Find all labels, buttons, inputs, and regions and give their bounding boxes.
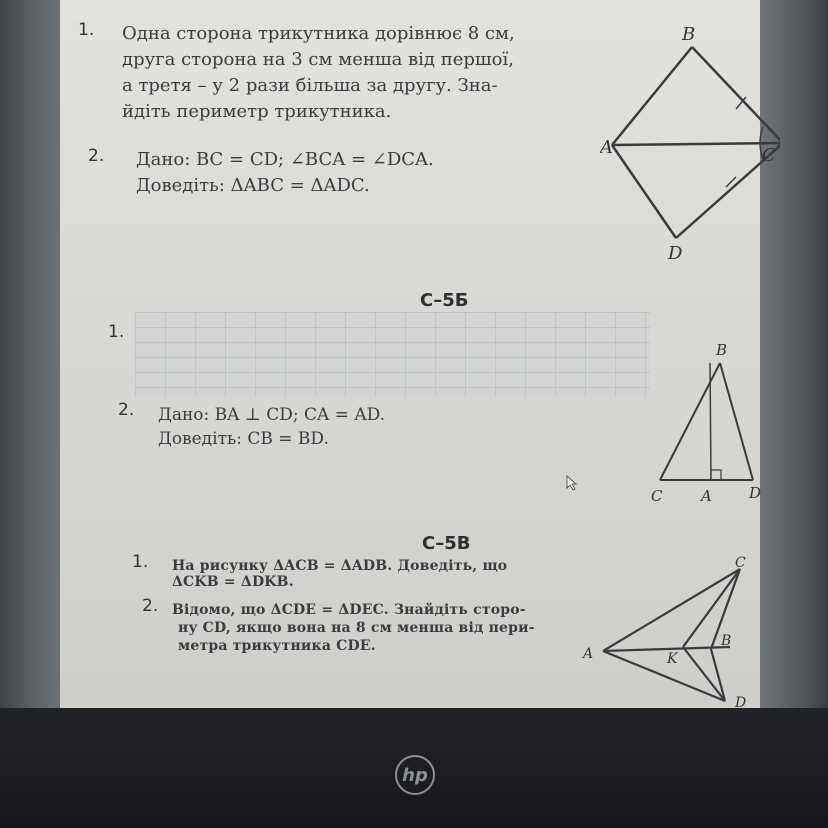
task1-number: 1. (78, 20, 95, 40)
kite-diagonal-ac (612, 143, 780, 145)
task2-given: Дано: BC = CD; ∠BCA = ∠DCA. (136, 149, 434, 170)
label-d2: D (749, 484, 762, 502)
right-angle-mark (711, 470, 721, 480)
textbook-page (60, 0, 776, 708)
label-c3: C (735, 555, 746, 571)
task1-line-1: Одна сторона трикутника дорівнює 8 см, (122, 23, 515, 44)
screen-left-area (0, 0, 60, 715)
c5v-task2-number: 2. (142, 596, 159, 616)
task2-prove: Доведіть: ΔABC = ΔADC. (136, 175, 370, 196)
task2-number: 2. (88, 146, 105, 166)
label-b3: B (721, 633, 732, 649)
label-b2: B (716, 341, 728, 359)
c5v-task1-line-1: На рисунку ΔACB = ΔADB. Доведіть, що (172, 558, 508, 574)
c5v-task2-line-1: Відомо, що ΔCDE = ΔDEC. Знайдіть сторо- (172, 602, 526, 618)
star-figure-c (575, 555, 760, 708)
c5b-task2-prove: Доведіть: CB = BD. (158, 429, 329, 449)
c5v-task1-line-2: ΔCKB = ΔDKB. (172, 574, 294, 590)
label-d3: D (735, 695, 747, 708)
task1-line-3: а третя – у 2 рази більша за другу. Зна- (122, 75, 498, 96)
c5v-task2-line-2: ну CD, якщо вона на 8 см менша від пери- (178, 620, 535, 636)
graph-paper-strip (135, 312, 650, 397)
kite-figure (600, 15, 780, 265)
label-b: B (682, 24, 696, 45)
label-k3: K (667, 651, 678, 667)
label-c2: C (651, 487, 663, 505)
mouse-cursor-icon (565, 475, 581, 491)
kite-side-da (612, 145, 676, 238)
task1-line-2: друга сторона на 3 см менша від першої, (122, 49, 514, 70)
label-a2: A (701, 487, 712, 505)
seg-ac (603, 569, 740, 651)
c5b-task2-given: Дано: BA ⊥ CD; CA = AD. (158, 405, 386, 425)
heading-c5v: С–5В (422, 533, 471, 554)
c5b-task1-number: 1. (108, 322, 125, 342)
label-c: C (762, 145, 776, 166)
task1-line-4: йдіть периметр трикутника. (122, 101, 392, 122)
kite-side-ab (612, 47, 692, 145)
heading-c5b: С–5Б (420, 290, 469, 311)
c5v-task2-line-3: метра трикутника CDE. (178, 638, 376, 654)
kite-side-bc (692, 47, 780, 143)
side-bd (720, 363, 753, 480)
label-a3: A (583, 646, 594, 662)
hp-logo: hp (395, 755, 435, 795)
altitude-ba (710, 363, 711, 480)
c5v-task1-number: 1. (132, 552, 149, 572)
seg-ck (683, 569, 740, 647)
triangle-figure-b (645, 335, 770, 510)
c5b-task2-number: 2. (118, 400, 135, 420)
label-d: D (668, 243, 683, 264)
label-a: A (600, 137, 613, 158)
